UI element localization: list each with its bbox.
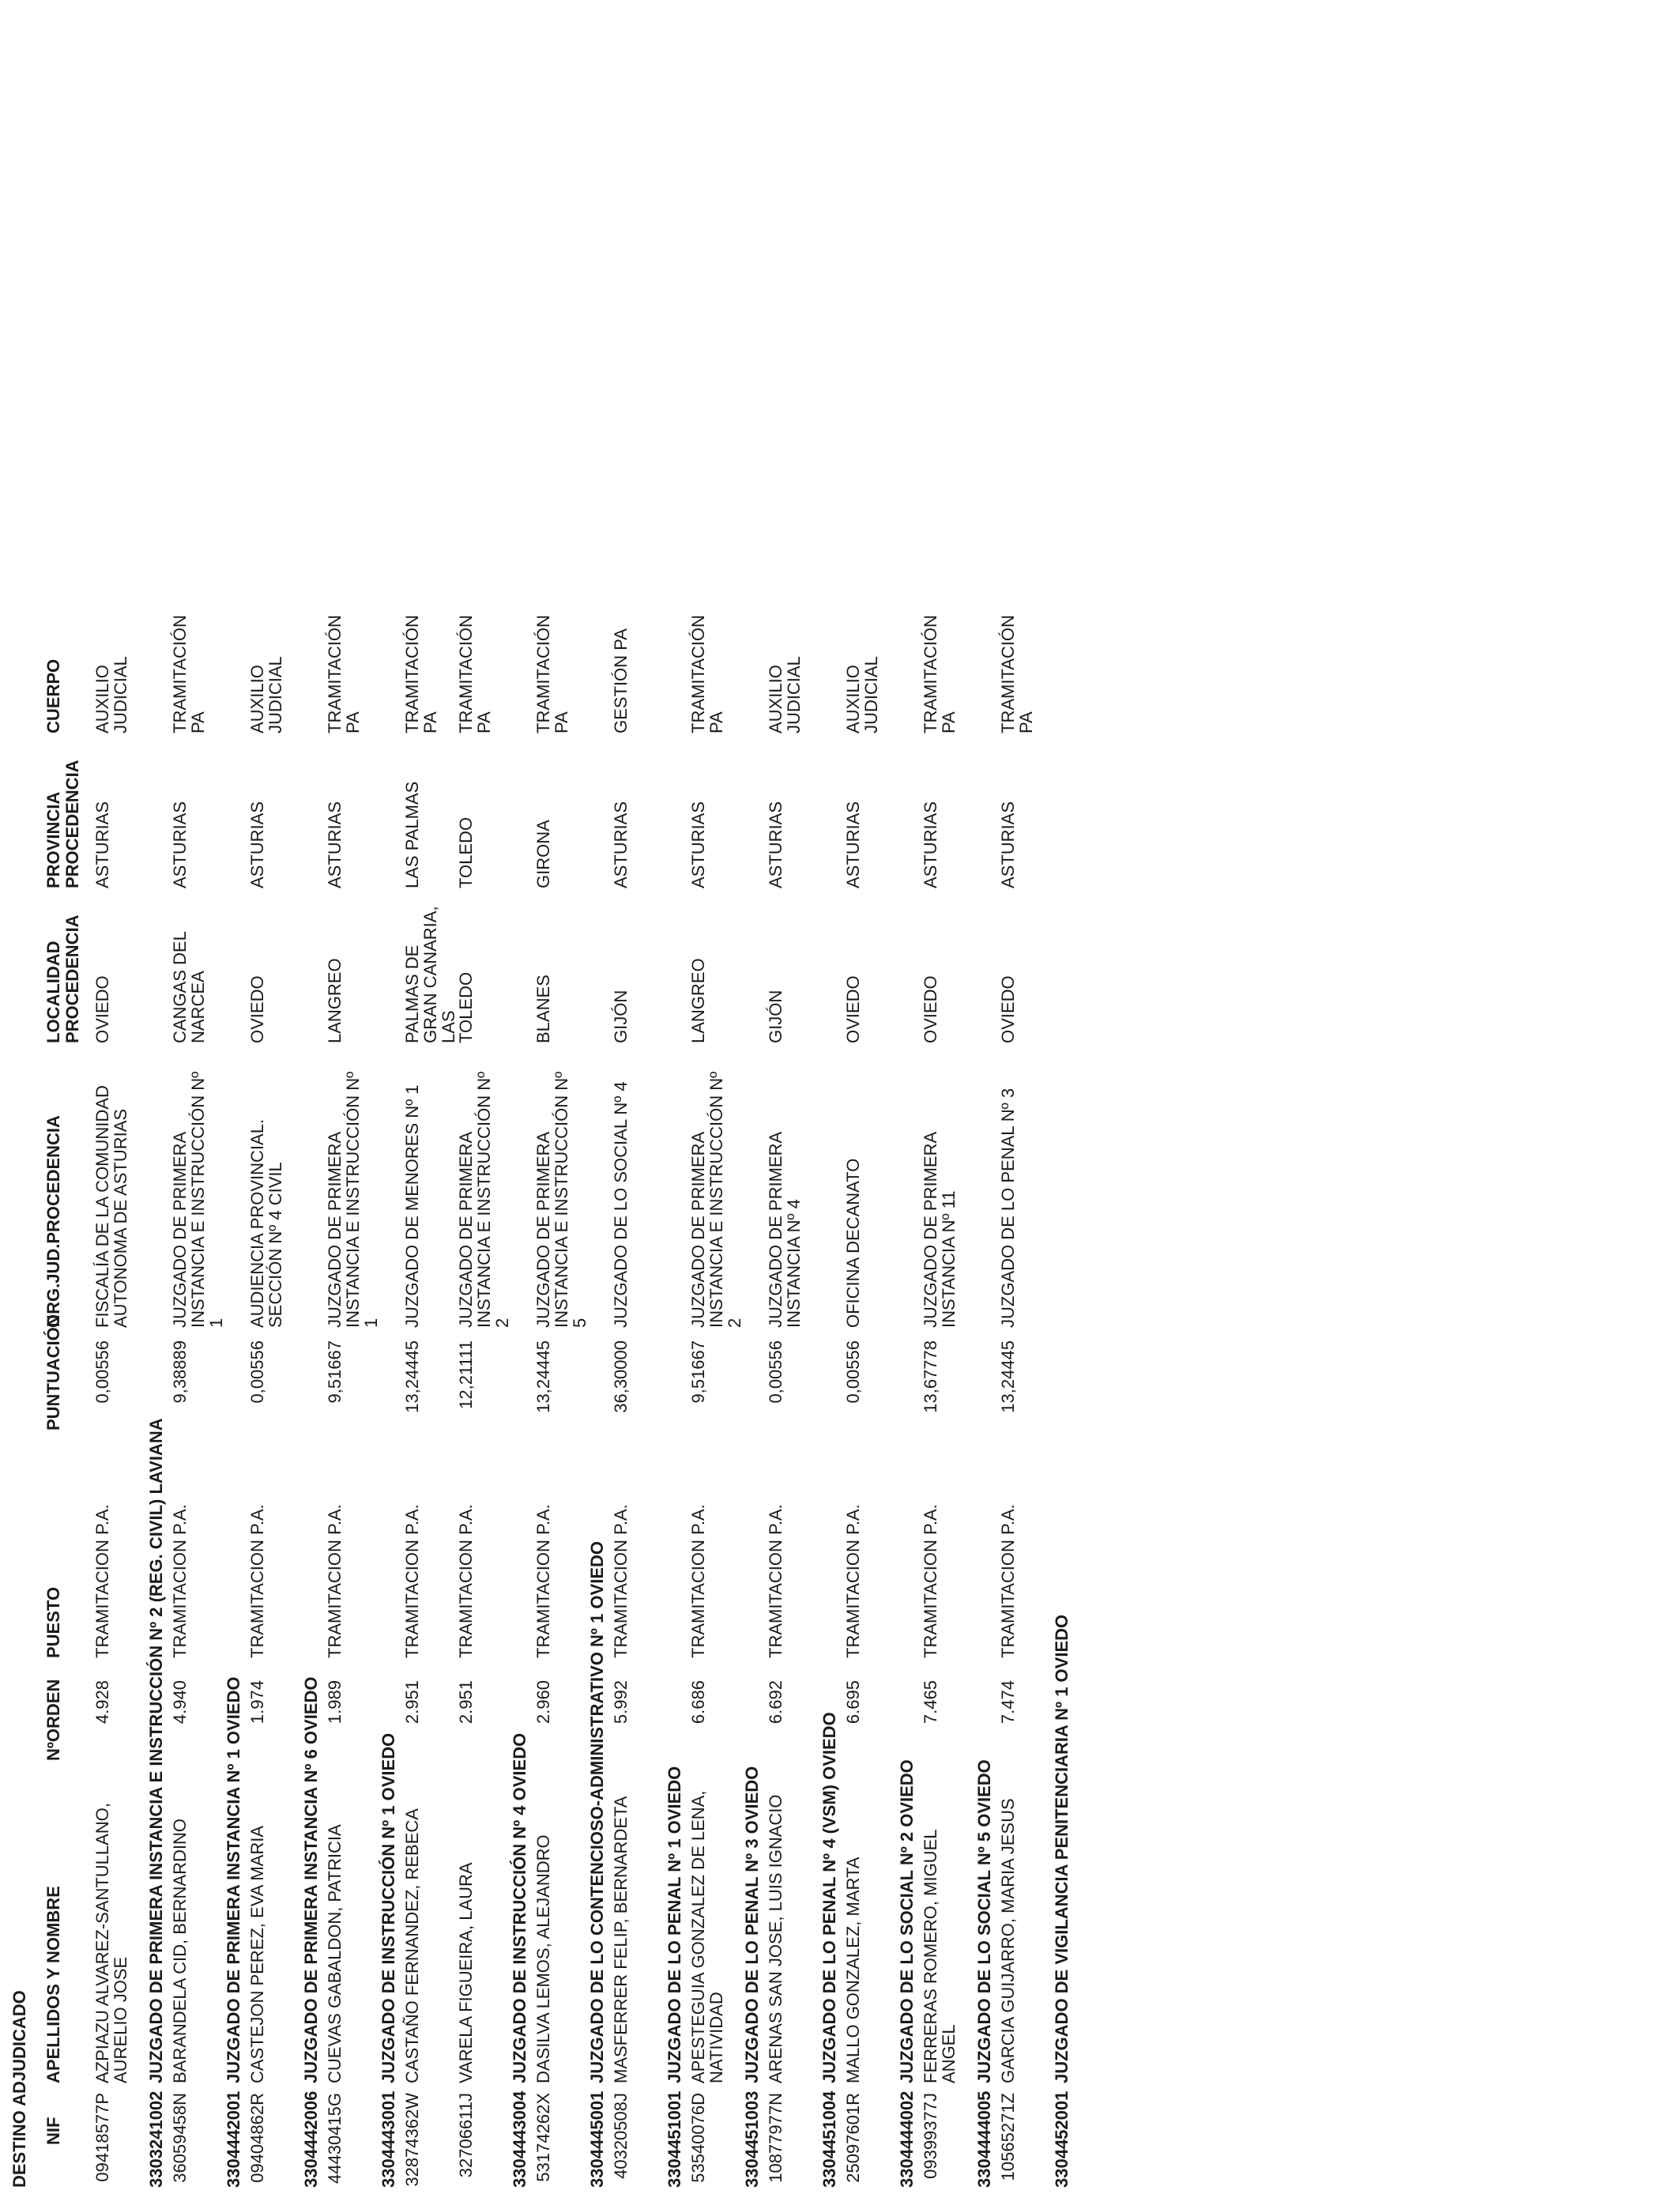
cell-origin-town: LANGREO: [325, 958, 345, 1043]
cell-origin-town: GIJÓN: [766, 990, 785, 1043]
cell-nif: 10877977N: [766, 2093, 785, 2183]
cell-origin-province: LAS PALMAS: [402, 781, 422, 888]
cell-score: 0,00556: [843, 1340, 863, 1404]
cell-origin-town: OVIEDO: [843, 975, 863, 1043]
column-header-name: APELLIDOS Y NOMBRE: [43, 1886, 63, 2083]
court-name: JUZGADO DE PRIMERA INSTANCIA Nº 1 OVIEDO: [224, 1676, 243, 2083]
cell-origin-province: ASTURIAS: [843, 801, 863, 888]
court-code: 3304444002: [897, 2090, 917, 2188]
cell-corps: TRAMITACIÓN PA: [456, 615, 494, 733]
cell-nif: 53540076D: [688, 2093, 708, 2183]
cell-origin-province: ASTURIAS: [921, 801, 940, 888]
cell-origin-body: JUZGADO DE LO PENAL Nº 3: [998, 1088, 1018, 1328]
court-code: 3304444005: [974, 2090, 994, 2188]
cell-corps: GESTIÓN PA: [611, 628, 631, 733]
cell-post: TRAMITACION P.A.: [611, 1504, 631, 1658]
cell-origin-body: JUZGADO DE MENORES Nº 1: [402, 1084, 422, 1328]
court-code: 3304443001: [379, 2090, 398, 2188]
cell-origin-body: JUZGADO DE PRIMERA INSTANCIA Nº 11: [921, 1133, 959, 1328]
court-name: JUZGADO DE VIGILANCIA PENITENCIARIA Nº 1 OVIEDO: [1052, 1614, 1072, 2083]
court-code: 3304452001: [1052, 2090, 1072, 2188]
cell-post: TRAMITACION P.A.: [921, 1504, 940, 1658]
cell-corps: TRAMITACIÓN PA: [998, 615, 1036, 733]
court-name: JUZGADO DE LO SOCIAL Nº 2 OVIEDO: [897, 1759, 917, 2083]
cell-name: DASILVA LEMOS, ALEJANDRO: [533, 1834, 553, 2083]
column-header-corps: CUERPO: [43, 658, 63, 733]
column-header-score: PUNTUACIÓN: [43, 1314, 63, 1431]
cell-corps: TRAMITACIÓN PA: [325, 615, 363, 733]
cell-nif: 32874362W: [402, 2093, 422, 2187]
cell-order: 1.989: [325, 1680, 345, 1725]
cell-origin-body: JUZGADO DE PRIMERA INSTANCIA E INSTRUCCIÓN Nº 2: [688, 1071, 744, 1328]
cell-origin-province: ASTURIAS: [766, 801, 785, 888]
cell-origin-town: GIJÓN: [611, 990, 631, 1043]
cell-nif: 53174262X: [533, 2093, 553, 2182]
document-heading: DESTINO ADJUDICADO: [9, 1990, 29, 2188]
cell-nif: 09404862R: [247, 2093, 267, 2183]
cell-origin-body: OFICINA DECANATO: [843, 1158, 863, 1328]
cell-corps: TRAMITACIÓN PA: [170, 615, 208, 733]
court-name: JUZGADO DE INSTRUCCIÓN Nº 4 OVIEDO: [510, 1732, 529, 2083]
cell-post: TRAMITACION P.A.: [766, 1504, 785, 1658]
cell-score: 0,00556: [766, 1340, 785, 1404]
court-name: JUZGADO DE LO PENAL Nº 3 OVIEDO: [742, 1766, 762, 2083]
column-header-origin-body: ORG.JUD.PROCEDENCIA: [43, 1115, 63, 1328]
cell-origin-town: OVIEDO: [247, 975, 267, 1043]
cell-origin-town: CANGAS DEL NARCEA: [170, 931, 208, 1043]
court-name: JUZGADO DE LO SOCIAL Nº 5 OVIEDO: [974, 1759, 994, 2083]
court-code: 3304451001: [665, 2090, 684, 2188]
cell-post: TRAMITACION P.A.: [325, 1504, 345, 1658]
cell-nif: 25097601R: [843, 2093, 863, 2183]
cell-corps: TRAMITACIÓN PA: [533, 615, 571, 733]
cell-score: 0,00556: [247, 1340, 267, 1404]
cell-score: 0,00556: [92, 1340, 112, 1404]
cell-origin-province: ASTURIAS: [92, 801, 112, 888]
cell-origin-province: ASTURIAS: [998, 801, 1018, 888]
cell-order: 4.928: [92, 1680, 112, 1725]
cell-order: 2.951: [456, 1680, 476, 1725]
court-code: 3303241002: [146, 2090, 166, 2188]
cell-score: 13,24445: [402, 1340, 422, 1413]
cell-corps: AUXILIO JUDICIAL: [247, 656, 285, 733]
cell-origin-province: ASTURIAS: [611, 801, 631, 888]
cell-order: 6.695: [843, 1680, 863, 1725]
cell-score: 13,67778: [921, 1340, 940, 1413]
cell-score: 13,24445: [533, 1340, 553, 1413]
cell-order: 4.940: [170, 1680, 190, 1725]
cell-origin-province: ASTURIAS: [688, 801, 708, 888]
cell-origin-body: JUZGADO DE PRIMERA INSTANCIA E INSTRUCCIÓN Nº 2: [456, 1071, 512, 1328]
cell-post: TRAMITACION P.A.: [402, 1504, 422, 1658]
cell-nif: 09399377J: [921, 2093, 940, 2179]
cell-nif: 09418577P: [92, 2093, 112, 2182]
cell-name: AZPIAZU ALVAREZ-SANTULLANO, AURELIO JOSE: [92, 1803, 130, 2083]
cell-name: GARCIA GUIJARRO, MARIA JESUS: [998, 1798, 1018, 2083]
cell-name: CUEVAS GABALDON, PATRICIA: [325, 1824, 345, 2083]
cell-corps: AUXILIO JUDICIAL: [843, 656, 881, 733]
cell-origin-province: TOLEDO: [456, 816, 476, 888]
court-code: 3304442001: [224, 2090, 243, 2188]
cell-origin-body: FISCALÍA DE LA COMUNIDAD AUTONOMA DE ASTURIAS: [92, 1085, 130, 1328]
cell-score: 9,51667: [325, 1340, 345, 1404]
cell-name: BARANDELA CID, BERNARDINO: [170, 1819, 190, 2083]
cell-origin-body: AUDIENCIA PROVINCIAL. SECCIÓN Nº 4 CIVIL: [247, 1118, 285, 1328]
cell-origin-body: JUZGADO DE PRIMERA INSTANCIA Nº 4: [766, 1133, 804, 1328]
cell-post: TRAMITACION P.A.: [998, 1504, 1018, 1658]
cell-post: TRAMITACION P.A.: [688, 1504, 708, 1658]
cell-corps: TRAMITACIÓN PA: [402, 615, 440, 733]
column-header-origin-town-line1: LOCALIDAD: [43, 941, 63, 1043]
cell-score: 36,30000: [611, 1340, 631, 1413]
cell-name: ARENAS SAN JOSE, LUIS IGNACIO: [766, 1794, 785, 2083]
cell-post: TRAMITACION P.A.: [170, 1504, 190, 1658]
court-name: JUZGADO DE LO PENAL Nº 1 OVIEDO: [665, 1766, 684, 2083]
cell-origin-province: ASTURIAS: [170, 801, 190, 888]
cell-order: 6.686: [688, 1680, 708, 1725]
cell-corps: AUXILIO JUDICIAL: [766, 656, 804, 733]
cell-origin-town: OVIEDO: [998, 975, 1018, 1043]
cell-nif: 36059458N: [170, 2093, 190, 2183]
cell-origin-town: TOLEDO: [456, 971, 476, 1043]
cell-nif: 44430415G: [325, 2093, 345, 2184]
cell-order: 2.960: [533, 1680, 553, 1725]
court-code: 3304445001: [587, 2090, 607, 2188]
cell-origin-town: LANGREO: [688, 958, 708, 1043]
column-header-origin-town-line2: PROCEDENCIA: [62, 914, 82, 1043]
cell-order: 2.951: [402, 1680, 422, 1725]
cell-post: TRAMITACION P.A.: [456, 1504, 476, 1658]
cell-name: MALLO GONZALEZ, MARTA: [843, 1857, 863, 2083]
court-code: 3304443004: [510, 2090, 529, 2188]
column-header-origin-province-line2: PROCEDENCIA: [62, 760, 82, 888]
cell-order: 7.474: [998, 1680, 1018, 1725]
cell-origin-province: ASTURIAS: [247, 801, 267, 888]
cell-origin-town: OVIEDO: [921, 975, 940, 1043]
court-code: 3304451004: [819, 2090, 839, 2188]
cell-corps: AUXILIO JUDICIAL: [92, 656, 130, 733]
cell-name: APESTEGUIA GONZALEZ DE LENA, NATIVIDAD: [688, 1790, 726, 2083]
court-name: JUZGADO DE PRIMERA INSTANCIA E INSTRUCCIÓN Nº 2 (REG. CIVIL) LAVIANA: [146, 1418, 166, 2083]
cell-origin-town: PALMAS DE GRAN CANARIA, LAS: [402, 906, 458, 1043]
cell-order: 5.992: [611, 1680, 631, 1725]
court-code: 3304442006: [301, 2090, 321, 2188]
cell-corps: TRAMITACIÓN PA: [688, 615, 726, 733]
cell-post: TRAMITACION P.A.: [533, 1504, 553, 1658]
court-name: JUZGADO DE LO PENAL Nº 4 (VSM) OVIEDO: [819, 1712, 839, 2083]
court-name: JUZGADO DE INSTRUCCIÓN Nº 1 OVIEDO: [379, 1732, 398, 2083]
cell-post: TRAMITACION P.A.: [843, 1504, 863, 1658]
column-header-origin-town: [44, 914, 82, 1043]
cell-score: 12,21111: [456, 1340, 476, 1409]
cell-origin-body: JUZGADO DE PRIMERA INSTANCIA E INSTRUCCIÓN Nº 5: [533, 1071, 590, 1328]
cell-name: CASTEJON PEREZ, EVA MARIA: [247, 1826, 267, 2083]
column-header-post: PUESTO: [43, 1586, 63, 1658]
cell-score: 9,51667: [688, 1340, 708, 1404]
court-code: 3304451003: [742, 2090, 762, 2188]
court-name: JUZGADO DE LO CONTENCIOSO-ADMINISTRATIVO Nº 1 OVIEDO: [587, 1541, 607, 2083]
cell-origin-body: JUZGADO DE LO SOCIAL Nº 4: [611, 1081, 631, 1328]
column-header-origin-province: [44, 760, 82, 888]
cell-score: 13,24445: [998, 1340, 1018, 1413]
cell-post: TRAMITACION P.A.: [247, 1504, 267, 1658]
cell-name: FERRERAS ROMERO, MIGUEL ANGEL: [921, 1830, 959, 2083]
cell-nif: 10565271Z: [998, 2093, 1018, 2181]
cell-name: MASFERRER FELIP, BERNARDETA: [611, 1796, 631, 2083]
cell-origin-body: JUZGADO DE PRIMERA INSTANCIA E INSTRUCCIÓN Nº 1: [325, 1071, 381, 1328]
cell-order: 7.465: [921, 1680, 940, 1725]
cell-name: CASTAÑO FERNANDEZ, REBECA: [402, 1808, 422, 2083]
column-header-order: NºORDEN: [43, 1679, 63, 1761]
cell-post: TRAMITACION P.A.: [92, 1504, 112, 1658]
court-name: JUZGADO DE PRIMERA INSTANCIA Nº 6 OVIEDO: [301, 1676, 321, 2083]
cell-order: 1.974: [247, 1680, 267, 1725]
cell-origin-town: BLANES: [533, 974, 553, 1043]
column-header-nif: NIF: [43, 2117, 63, 2145]
cell-origin-province: ASTURIAS: [325, 801, 345, 888]
cell-corps: TRAMITACIÓN PA: [921, 615, 959, 733]
column-header-origin-province-line1: PROVINCIA: [43, 791, 63, 888]
cell-origin-town: OVIEDO: [92, 975, 112, 1043]
cell-nif: 32706611J: [456, 2093, 476, 2178]
cell-origin-province: GIRONA: [533, 820, 553, 888]
cell-nif: 40320508J: [611, 2093, 631, 2179]
cell-origin-body: JUZGADO DE PRIMERA INSTANCIA E INSTRUCCIÓN Nº 1: [170, 1071, 226, 1328]
cell-order: 6.692: [766, 1680, 785, 1725]
cell-name: VARELA FIGUEIRA, LAURA: [456, 1862, 476, 2083]
cell-score: 9,38889: [170, 1340, 190, 1404]
